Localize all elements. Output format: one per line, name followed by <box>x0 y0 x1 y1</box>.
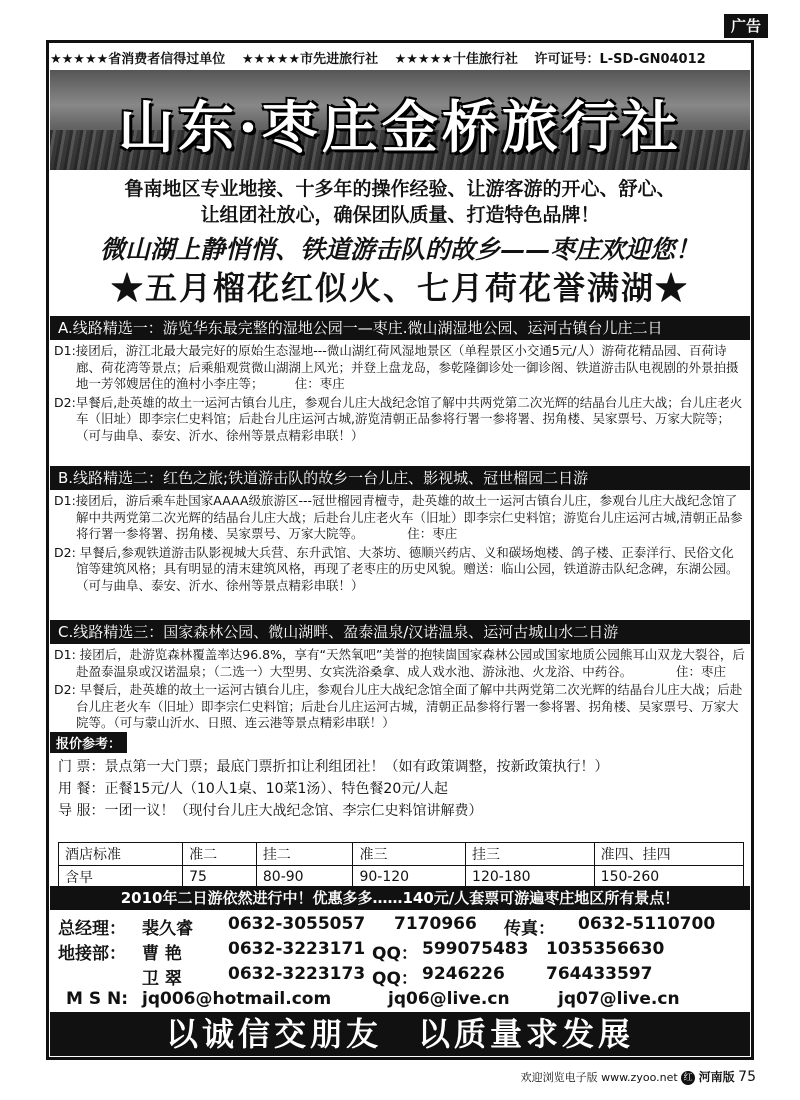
staff-1-phone: 0632-3223171 <box>228 939 366 959</box>
staff-1-qq-2: 1035356630 <box>546 939 665 959</box>
msn-address-2: jq06@live.cn <box>388 989 510 1009</box>
cert-3: ★★★★★十佳旅行社 <box>394 52 518 67</box>
table-cell: 75 <box>183 866 257 889</box>
hotel-price-table <box>58 842 744 889</box>
staff-1-name: 曹 艳 <box>142 944 182 964</box>
route-c-day1: D1: 接团后，赴游览森林覆盖率达96.8%，享有“天然氧吧”美誉的抱犊崮国家森林公园或国家地质公园熊耳山双龙大裂谷，后赴盈泰温泉或汉诺温泉；（二选一）大型男、女宾洗浴桑拿、成人戏水池、游泳池、火龙浴、中药谷。 住：枣庄 <box>54 647 745 679</box>
fax-number: 0632-5110700 <box>578 914 716 934</box>
guide-line: 导 服：一团一议！（现付台儿庄大战纪念馆、李宗仁史料馆讲解费） <box>58 803 483 819</box>
table-header-cell: 挂三 <box>466 843 595 866</box>
publication-logo-icon: 红 <box>681 1071 695 1085</box>
route-b-day2: D2: 早餐后,参观铁道游击队影视城大兵营、东升武馆、大茶坊、德顺兴药店、义和碳场炮楼、鸽子楼、正泰洋行、民俗文化馆等建筑风格；具有明显的清末建筑风格，再现了老枣庄的历史风貌。赠送：临山公园，铁道游击队纪念碑，东湖公园。（可与曲阜、泰安、沂水、徐州等景点精彩串联！） <box>54 544 739 593</box>
staff-2-qq-2: 764433597 <box>546 964 653 984</box>
table-header-cell: 酒店标准 <box>59 843 183 866</box>
page-footer <box>521 1068 756 1085</box>
route-b-day1: D1:接团后，游后乘车赴国家AAAA级旅游区---冠世榴园青檀寺，赴英雄的故土一运河古镇台儿庄，参观台儿庄大战纪念馆了解中共两党第二次光辉的结晶台儿庄大战；后赴台儿庄老火车（旧址）即李宗仁史料馆；游览台儿庄运河古城,清朝正品参将行署一参将署、拐角楼、吴家票号、万家大院等。 住：枣庄 <box>54 493 743 541</box>
dept-label: 地接部： <box>58 944 126 964</box>
route-a-header: A.线路精选一：游览华东最完整的湿地公园一—枣庄.微山湖湿地公园、运河古镇台儿庄二日 <box>50 316 750 340</box>
edition-label: 河南版 <box>698 1070 735 1084</box>
table-header-cell: 挂二 <box>256 843 353 866</box>
meal-line: 用 餐：正餐15元/人（10人1桌、10菜1汤）、特色餐20元/人起 <box>58 781 448 797</box>
route-a-day1: D1:接团后，游江北最大最完好的原始生态湿地---微山湖红荷风湿地景区（单程景区小交通5元/人）游荷花精品园、百荷诗廊、荷花湾等景点；后乘船观赏微山湖湖上风光；并登上盘龙岛，参乾隆御诊处一御诊阁、铁道游击队电视剧的外景拍摄地一芳邻嫂居住的渔村小李庄等； 住：枣庄 <box>54 343 739 391</box>
page-number: 75 <box>738 1069 756 1085</box>
footer-slogan: 以诚信交朋友 以质量求发展 <box>50 1012 750 1056</box>
table-cell: 80-90 <box>256 866 353 889</box>
certification-line <box>50 48 750 70</box>
slogan-line-4: ★五月榴花红似火、七月荷花誉满湖★ <box>110 269 689 307</box>
route-a-details <box>54 343 746 446</box>
table-header-cell: 准三 <box>353 843 466 866</box>
table-header-cell: 准二 <box>183 843 257 866</box>
msn-address-3: jq07@live.cn <box>558 989 680 1009</box>
gm-name: 裴久睿 <box>142 919 193 939</box>
qq-label: QQ： <box>372 969 418 989</box>
staff-2-qq-1: 9246226 <box>422 964 505 984</box>
table-header-row <box>59 843 744 866</box>
staff-2-phone: 0632-3223173 <box>228 964 366 984</box>
msn-address-1: jq006@hotmail.com <box>142 989 332 1009</box>
price-reference-label: 报价参考： <box>50 732 127 753</box>
gm-phone-2: 7170966 <box>394 914 477 934</box>
table-cell: 90-120 <box>353 866 466 889</box>
gm-phone-1: 0632-3055057 <box>228 914 366 934</box>
license-number: 许可证号：L-SD-GN04012 <box>534 52 706 67</box>
ticket-line: 门 票：景点第一大门票；最底门票折扣让利组团社！（如有政策调整，按新政策执行！） <box>58 759 609 775</box>
cert-1: ★★★★★省消费者信得过单位 <box>50 52 226 67</box>
table-cell: 120-180 <box>466 866 595 889</box>
gm-label: 总经理： <box>58 919 126 939</box>
route-b-details <box>54 493 746 596</box>
staff-1-qq-1: 599075483 <box>422 939 529 959</box>
website-text: 欢迎浏览电子版 www.zyoo.net <box>520 1071 678 1084</box>
route-b-header: B.线路精选二：红色之旅;铁道游击队的故乡一台儿庄、影视城、冠世榴园二日游 <box>50 466 750 490</box>
agency-title: 山东·枣庄金桥旅行社 <box>118 95 682 161</box>
qq-label: QQ： <box>372 944 418 964</box>
route-a-day2: D2:早餐后,赴英雄的故土一运河古镇台儿庄，参观台儿庄大战纪念馆了解中共两党第二次光辉的结晶台儿庄大战；台儿庄老火车（旧址）即李宗仁史料馆；后赴台儿庄运河古城,游览清朝正品参将行署一参将署、拐角楼、吴家票号、万家大院等；（可与曲阜、泰安、沂水、徐州等景点精彩串联！） <box>54 394 743 443</box>
slogan-line-2: 让组团社放心，确保团队质量、打造特色品牌！ <box>200 204 600 226</box>
ad-tag: 广告 <box>724 14 768 38</box>
slogan-line-3: 微山湖上静悄悄、铁道游击队的故乡——枣庄欢迎您！ <box>99 235 700 264</box>
msn-label: M S N: <box>66 989 129 1009</box>
cert-2: ★★★★★市先进旅行社 <box>241 52 379 67</box>
staff-2-name: 卫 翠 <box>142 969 182 989</box>
route-c-header: C.线路精选三：国家森林公园、微山湖畔、盈泰温泉/汉诺温泉、运河古城山水二日游 <box>50 620 750 644</box>
route-c-details <box>54 647 746 734</box>
route-c-day2: D2: 早餐后，赴英雄的故土一运河古镇台儿庄，参观台儿庄大战纪念馆全面了解中共两党第二次光辉的结晶台儿庄大战；后赴台儿庄老火车（旧址）即李宗仁史料馆；后赴台儿庄运河古城，清朝正品参将行署一参将署、拐角楼、吴家票号、万家大院等。（可与蒙山沂水、日照、连云港等景点精彩串联！） <box>54 682 743 730</box>
title-banner <box>50 70 750 170</box>
promo-banner: 2010年二日游依然进行中！优惠多多……140元/人套票可游遍枣庄地区所有景点！ <box>50 886 750 910</box>
table-cell: 150-260 <box>594 866 743 889</box>
fax-label: 传真： <box>504 919 555 939</box>
table-header-cell: 准四、挂四 <box>594 843 743 866</box>
slogan-line-1: 鲁南地区专业地接、十多年的操作经验、让游客游的开心、舒心、 <box>124 178 676 200</box>
table-cell: 含早 <box>59 866 183 889</box>
